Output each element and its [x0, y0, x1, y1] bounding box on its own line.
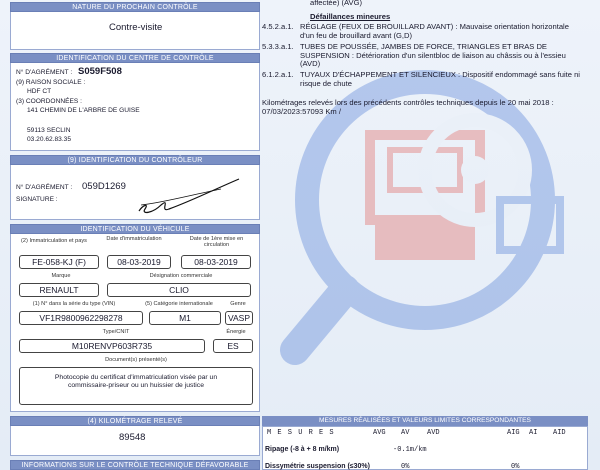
designation-field: CLIO: [107, 283, 251, 297]
mesures-box: [262, 426, 588, 470]
mesures-col-avg: AVG: [373, 429, 386, 437]
centre-raison-value: HDF CT: [27, 88, 52, 95]
section-header-controleur: (9) IDENTIFICATION DU CONTRÔLEUR: [10, 155, 260, 165]
top-fragment: affectée) (AVG): [310, 0, 363, 7]
section-header-informations: INFORMATIONS SUR LE CONTRÔLE TECHNIQUE DÉFAVORABLE: [10, 460, 260, 470]
prochain-controle-value: Contre-visite: [109, 22, 163, 33]
centre-address1: 141 CHEMIN DE L'ARBRE DE GUISE: [27, 107, 140, 114]
centre-agrement-value: S059F508: [78, 66, 122, 77]
genre-label: Genre: [230, 301, 246, 307]
immat-label: (2) Immatriculation et pays: [21, 238, 87, 244]
kilometrage-value: 89548: [119, 432, 146, 443]
designation-label: Désignation commerciale: [149, 273, 213, 279]
section-header-kilometrage: (4) KILOMÉTRAGE RELEVÉ: [10, 416, 260, 426]
signature-scribble: [131, 175, 246, 217]
date-immat-field: 08-03-2019: [107, 255, 171, 269]
type-label: Type/CNIT: [102, 329, 130, 335]
kilometrage-box: [10, 426, 260, 456]
mesures-col-label: M E S U R E S: [267, 429, 335, 437]
section-header-centre: IDENTIFICATION DU CENTRE DE CONTRÔLE: [10, 53, 260, 63]
date-circ-field: 08-03-2019: [181, 255, 251, 269]
controleur-agrement-value: 059D1269: [82, 181, 126, 192]
defaillance-code-1: 4.5.2.a.1.: [262, 22, 294, 31]
centre-box: [10, 63, 260, 151]
documents-label: Document(s) présenté(s): [105, 357, 167, 363]
vehicule-box: [10, 234, 260, 412]
date-immat-label: Date d'immatriculation: [106, 236, 162, 242]
suspension-label: Dissymétrie suspension (≤30%): [265, 463, 370, 470]
defaillance-text-1: RÉGLAGE (FEUX DE BROUILLARD AVANT) : Mauvaise orientation horizontale d'un feu de brouillard avant (G,D): [300, 22, 569, 40]
ripage-value: -0.1m/km: [393, 446, 427, 454]
categorie-label: (5) Catégorie internationale: [145, 301, 213, 307]
energie-field: ES: [213, 339, 253, 353]
immat-field: FE-058-KJ (F): [19, 255, 99, 269]
centre-phone: 03.20.62.83.35: [27, 136, 71, 143]
date-circ-label: Date de 1ère mise en circulation: [189, 236, 244, 248]
section-header-mesures: MESURES RÉALISÉES ET VALEURS LIMITES CORRESPONDANTES: [262, 416, 588, 426]
suspension-ai: 0%: [511, 463, 520, 470]
centre-coord-label: (3) COORDONNÉES :: [16, 98, 82, 105]
mesures-col-aig: AIG: [507, 429, 520, 437]
vin-label: (1) N° dans la série du type (VIN): [32, 301, 116, 307]
kilometrages-precedents: Kilométrages relevés lors des précédents contrôles techniques depuis le 20 mai 2018 : 07/03/2023:57093 Km /: [262, 98, 554, 116]
defaillance-text-3: TUYAUX D'ÉCHAPPEMENT ET SILENCIEUX : Dispositif endommagé sans fuite ni risque de chute: [300, 70, 580, 88]
type-field: M10RENVP603R735: [19, 339, 205, 353]
categorie-field: M1: [149, 311, 221, 325]
controleur-agrement-label: N° D'AGRÉMENT :: [16, 184, 73, 191]
defaillances-heading: Défaillances mineures: [310, 12, 391, 21]
prochain-controle-box: [10, 12, 260, 50]
centre-agrement-label: N° D'AGRÉMENT :: [16, 69, 73, 76]
mesures-col-aid: AID: [553, 429, 566, 437]
centre-address2: 59113 SECLIN: [27, 127, 71, 134]
defaillance-code-3: 6.1.2.a.1.: [262, 70, 294, 79]
mesures-col-avd: AVD: [427, 429, 440, 437]
section-header-prochain-controle: NATURE DU PROCHAIN CONTRÔLE: [10, 2, 260, 12]
controleur-signature-label: SIGNATURE :: [16, 196, 58, 203]
mesures-col-av: AV: [401, 429, 410, 437]
mesures-col-ai: AI: [529, 429, 538, 437]
energie-label: Énergie: [226, 329, 246, 335]
marque-label: Marque: [51, 273, 71, 279]
section-header-vehicule: IDENTIFICATION DU VÉHICULE: [10, 224, 260, 234]
documents-field: Photocopie du certificat d'immatriculation visée par un commissaire-priseur ou un huissier de justice: [19, 367, 253, 405]
genre-field: VASP: [225, 311, 253, 325]
marque-field: RENAULT: [19, 283, 99, 297]
suspension-av: 0%: [401, 463, 410, 470]
centre-raison-label: (9) RAISON SOCIALE :: [16, 79, 86, 86]
ripage-label: Ripage (-8 à + 8 m/km): [265, 446, 340, 453]
defaillance-text-2: TUBES DE POUSSÉE, JAMBES DE FORCE, TRIANGLES ET BRAS DE SUSPENSION : Détérioration d'un silentbloc de liaison au châssis ou à l'essieu (AVD): [300, 42, 566, 69]
defaillance-code-2: 5.3.3.a.1.: [262, 42, 294, 51]
controleur-box: [10, 165, 260, 220]
vin-field: VF1R9800962298278: [19, 311, 143, 325]
